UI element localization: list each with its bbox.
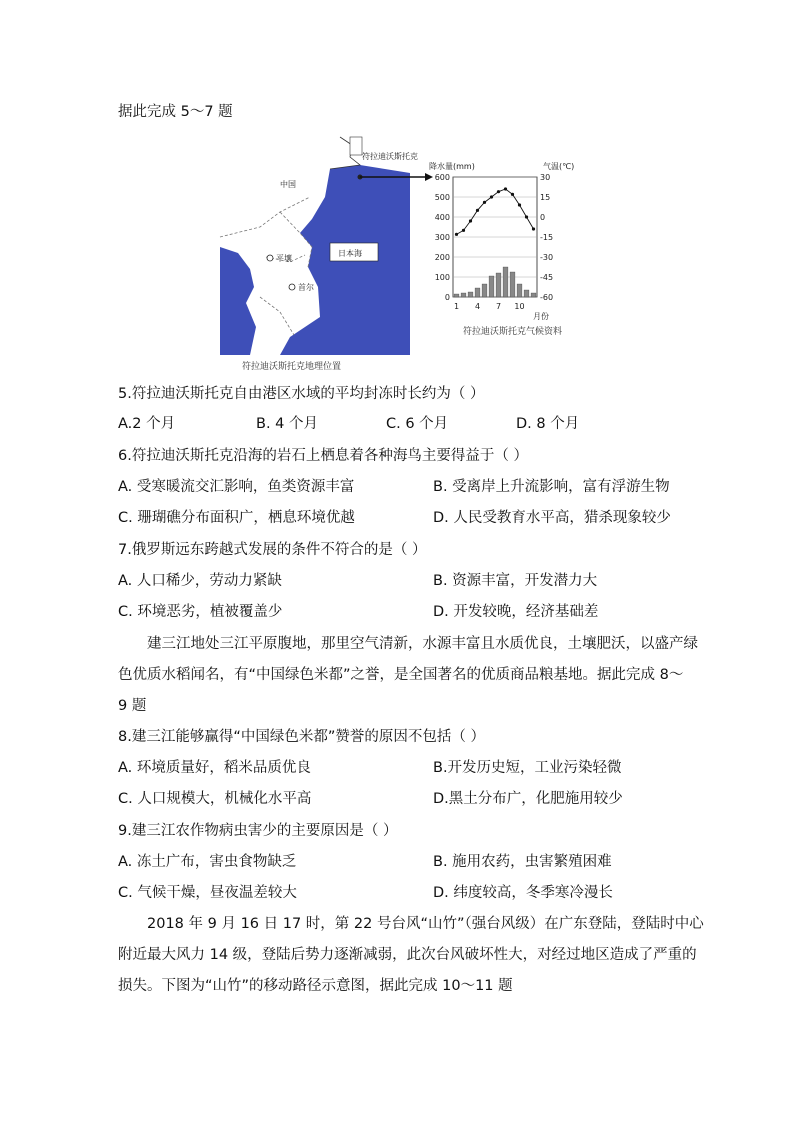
temp-point [504, 187, 507, 190]
precip-bar [489, 276, 494, 297]
y-left-tick: 600 [434, 173, 450, 182]
temp-point [483, 201, 486, 204]
q6-option-b[interactable]: B. 受离岸上升流影响，富有浮游生物 [433, 479, 670, 495]
temp-point [490, 195, 493, 198]
x-tick-label: 7 [495, 302, 502, 311]
city-label: 符拉迪沃斯托克 [362, 152, 418, 161]
climate-chart [425, 161, 575, 346]
temp-point [476, 209, 479, 212]
precip-bar [503, 267, 508, 297]
passage-8-9-line2: 色优质水稻闻名，有“中国绿色米都”之誉，是全国著名的优质商品粮基地。据此完成 8～ [118, 667, 684, 683]
map-caption: 符拉迪沃斯托克地理位置 [242, 362, 342, 372]
temp-point [469, 219, 472, 222]
y-right-label: 气温(℃) [543, 162, 575, 171]
passage-8-9-line3: 9 题 [118, 698, 147, 714]
pyongyang-label: 平壤 [276, 254, 292, 263]
q5-option-c[interactable]: C. 6 个月 [386, 416, 449, 432]
q8-stem: 8.建三江能够赢得“中国绿色米都”赞誉的原因不包括（ ） [118, 729, 485, 745]
seoul-marker [289, 284, 295, 290]
x-unit-label: 月份 [533, 312, 549, 321]
passage-10-11-line2: 附近最大风力 14 级，登陆后势力逐渐减弱，此次台风破坏性大，对经过地区造成了严重的 [118, 947, 697, 963]
q5-option-a[interactable]: A.2 个月 [118, 416, 176, 432]
china-label: 中国 [280, 180, 296, 189]
temp-point [511, 193, 514, 196]
temp-point [497, 190, 500, 193]
precip-bar [531, 293, 536, 297]
q7-option-a[interactable]: A. 人口稀少，劳动力紧缺 [118, 573, 282, 589]
q7-option-c[interactable]: C. 环境恶劣，植被覆盖少 [118, 604, 283, 620]
passage-10-11-line3: 损失。下图为“山竹”的移动路径示意图，据此完成 10～11 题 [118, 978, 513, 994]
x-tick-label: 4 [474, 302, 481, 311]
location-map [220, 137, 418, 355]
pyongyang-marker [267, 255, 273, 261]
temp-point [455, 233, 458, 236]
q6-stem: 6.符拉迪沃斯托克沿海的岩石上栖息着各种海鸟主要得益于（ ） [118, 448, 528, 464]
q8-option-b[interactable]: B.开发历史短，工业污染轻微 [433, 760, 622, 776]
precip-bar [496, 273, 501, 297]
passage-10-11-line1: 2018 年 9 月 16 日 17 时，第 22 号台风“山竹”（强台风级）在广东登陆，登陆时中心 [147, 916, 704, 932]
temp-point [518, 203, 521, 206]
y-right-tick: 15 [540, 193, 551, 202]
y-right-tick: -45 [540, 273, 554, 282]
y-left-tick: 0 [444, 293, 450, 302]
sea-label: 日本海 [338, 249, 362, 258]
temp-point [462, 229, 465, 232]
climate-caption: 符拉迪沃斯托克气候资料 [463, 327, 563, 337]
figure-vladivostok [220, 137, 620, 377]
y-left-tick: 500 [434, 193, 450, 202]
passage-8-9-line1: 建三江地处三江平原腹地，那里空气清新，水源丰富且水质优良，土壤肥沃，以盛产绿 [147, 636, 698, 652]
temp-point [525, 215, 528, 218]
q6-option-a[interactable]: A. 受寒暖流交汇影响，鱼类资源丰富 [118, 479, 355, 495]
temp-point [532, 227, 535, 230]
q5-option-b[interactable]: B. 4 个月 [256, 416, 319, 432]
y-right-tick: 0 [540, 213, 546, 222]
precip-bar [475, 288, 480, 297]
intro-text: 据此完成 5～7 题 [118, 104, 233, 120]
q9-option-d[interactable]: D. 纬度较高，冬季寒冷漫长 [433, 885, 613, 901]
x-tick-label: 1 [453, 302, 460, 311]
precip-bar [524, 290, 529, 297]
q5-option-d[interactable]: D. 8 个月 [516, 416, 580, 432]
q6-option-d[interactable]: D. 人民受教育水平高，猎杀现象较少 [433, 510, 671, 526]
q8-option-d[interactable]: D.黑土分布广，化肥施用较少 [433, 791, 623, 807]
q9-option-b[interactable]: B. 施用农药，虫害繁殖困难 [433, 854, 612, 870]
q8-option-a[interactable]: A. 环境质量好，稻米品质优良 [118, 760, 311, 776]
precip-bar [454, 294, 459, 297]
q6-option-c[interactable]: C. 珊瑚礁分布面积广，栖息环境优越 [118, 510, 355, 526]
seoul-label: 首尔 [298, 283, 314, 292]
y-right-tick: -30 [540, 253, 554, 262]
y-right-tick: -60 [540, 293, 554, 302]
precip-bar [482, 284, 487, 297]
y-left-tick: 200 [434, 253, 450, 262]
x-tick-label: 10 [514, 302, 525, 311]
q7-option-d[interactable]: D. 开发较晚，经济基础差 [433, 604, 599, 620]
y-left-tick: 100 [434, 273, 450, 282]
q9-stem: 9.建三江农作物病虫害少的主要原因是（ ） [118, 823, 398, 839]
y-left-tick: 400 [434, 213, 450, 222]
precip-bar [468, 292, 473, 297]
temp-line [457, 189, 534, 234]
precip-bar [517, 284, 522, 297]
y-left-label: 降水量(mm) [429, 162, 475, 171]
q8-option-c[interactable]: C. 人口规模大，机械化水平高 [118, 791, 312, 807]
q9-option-c[interactable]: C. 气候干燥，昼夜温差较大 [118, 885, 297, 901]
q5-stem: 5.符拉迪沃斯托克自由港区水域的平均封冻时长约为（ ） [118, 386, 485, 402]
y-right-tick: 30 [540, 173, 551, 182]
q7-option-b[interactable]: B. 资源丰富，开发潜力大 [433, 573, 598, 589]
y-right-tick: -15 [540, 233, 554, 242]
precip-bar [461, 293, 466, 297]
q7-stem: 7.俄罗斯远东跨越式发展的条件不符合的是（ ） [118, 542, 427, 558]
y-left-tick: 300 [434, 233, 450, 242]
q9-option-a[interactable]: A. 冻土广布，害虫食物缺乏 [118, 854, 297, 870]
precip-bar [510, 272, 515, 297]
